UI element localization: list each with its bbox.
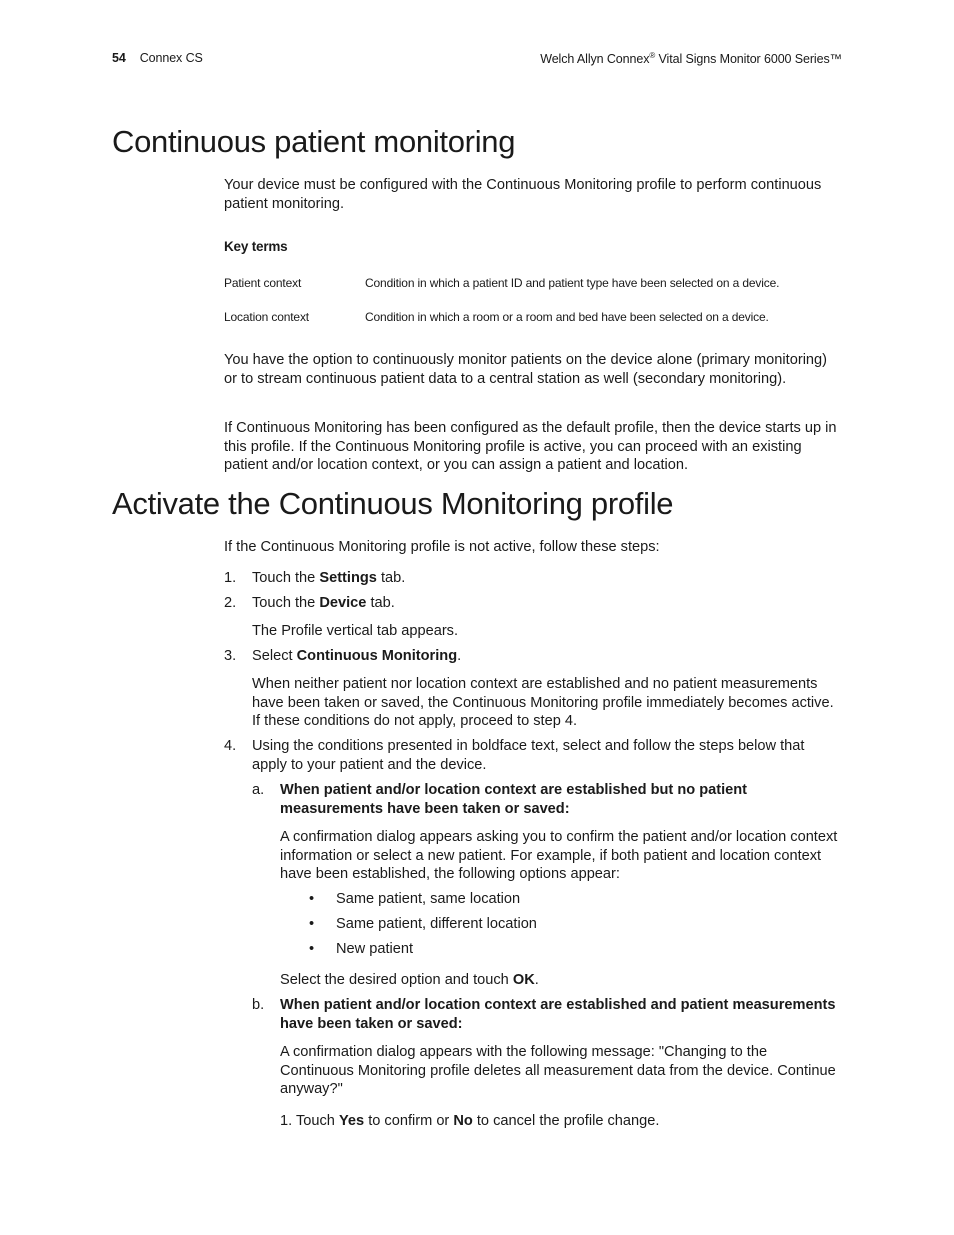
- section-heading-activate-profile: Activate the Continuous Monitoring profile: [112, 486, 674, 521]
- step-number: 4.: [224, 738, 237, 754]
- header-title-main: Welch Allyn Connex: [540, 52, 650, 66]
- step-number: 1.: [224, 570, 237, 586]
- ok-button-label: OK: [512, 972, 535, 988]
- key-term-name: Location context: [224, 310, 309, 324]
- option-bullet: Same patient, different location: [336, 916, 537, 932]
- header-doc-title: [540, 51, 842, 66]
- registered-mark: ®: [649, 51, 656, 60]
- default-profile-paragraph: If Continuous Monitoring has been configured as the default profile, then the device starts up in this profile. If the Continuous Monitoring profile is active, you can proceed with an existing patient and/or location context, or you can assign a patient and location.: [224, 420, 837, 474]
- page-number: 54: [112, 51, 126, 65]
- key-term-definition: Condition in which a patient ID and patient type have been selected on a device.: [365, 276, 780, 290]
- substep-a-closing: Select the desired option and touch OK.: [280, 972, 539, 988]
- section-heading-continuous-monitoring: Continuous patient monitoring: [112, 124, 516, 159]
- monitoring-options-paragraph: You have the option to continuously monitor patients on the device alone (primary monitoring) or to stream continuous patient data to a central station as well (secondary monitoring).: [224, 352, 828, 387]
- settings-tab-label: Settings: [319, 570, 377, 586]
- step-2-note: The Profile vertical tab appears.: [252, 623, 459, 639]
- intro-paragraph: Your device must be configured with the Continuous Monitoring profile to perform continuous patient monitoring.: [224, 177, 822, 212]
- step-1-text: Touch the Settings tab.: [252, 570, 406, 586]
- header-title-rest: Vital Signs Monitor 6000 Series™: [655, 52, 842, 66]
- substep-b-heading: When patient and/or location context are established and patient measurements have been taken or saved:: [280, 997, 836, 1032]
- substep-a-text: A confirmation dialog appears asking you to confirm the patient and/or location context information or select a new patient. For example, if both patient and location context have been established, the following options appear:: [280, 829, 838, 883]
- header-left: [112, 51, 203, 65]
- step-number: 2.: [224, 595, 237, 611]
- device-tab-label: Device: [319, 595, 367, 611]
- substep-b-text: A confirmation dialog appears with the following message: "Changing to the Continuous Monitoring profile deletes all measurement data from the device. Continue anyway?": [280, 1044, 836, 1098]
- bullet-icon: •: [309, 916, 315, 932]
- step-3-text: Select Continuous Monitoring.: [252, 648, 462, 664]
- step-2-text: Touch the Device tab.: [252, 595, 395, 611]
- yes-button-label: Yes: [338, 1113, 365, 1129]
- step-3-note: When neither patient nor location context are established and no patient measurements have been taken or saved, the Continuous Monitoring profile immediately becomes active. If these conditions do not apply, proceed to step 4.: [252, 676, 834, 730]
- header-section: Connex CS: [139, 51, 203, 65]
- bullet-icon: •: [309, 941, 315, 957]
- substep-letter: b.: [252, 997, 265, 1013]
- step-4-text: Using the conditions presented in boldface text, select and follow the steps below that apply to your patient and the device.: [252, 738, 805, 773]
- substep-a-heading: When patient and/or location context are established but no patient measurements have been taken or saved:: [280, 782, 748, 817]
- bullet-icon: •: [309, 891, 315, 907]
- substep-b-action: 1. Touch Yes to confirm or No to cancel the profile change.: [280, 1113, 660, 1129]
- step-number: 3.: [224, 648, 237, 664]
- option-bullet: Same patient, same location: [336, 891, 521, 907]
- key-term-name: Patient context: [224, 276, 302, 290]
- substep-letter: a.: [252, 782, 265, 798]
- steps-intro: If the Continuous Monitoring profile is not active, follow these steps:: [224, 539, 660, 555]
- continuous-monitoring-label: Continuous Monitoring: [296, 648, 458, 664]
- no-button-label: No: [453, 1113, 473, 1129]
- key-term-definition: Condition in which a room or a room and bed have been selected on a device.: [365, 310, 769, 324]
- running-header: [112, 51, 842, 69]
- option-bullet: New patient: [336, 941, 414, 957]
- key-terms-title: Key terms: [224, 239, 288, 254]
